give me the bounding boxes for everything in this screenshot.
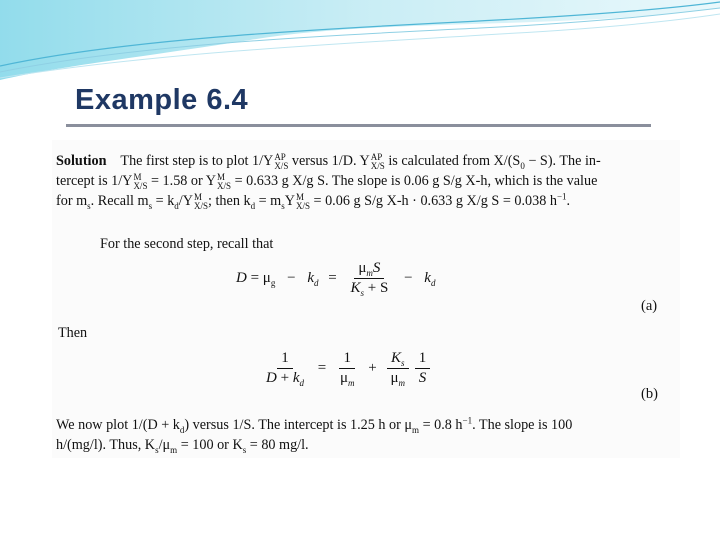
solution-label: Solution — [56, 153, 107, 169]
title-underline — [66, 124, 651, 127]
conclusion-line-1: We now plot $1/(D + k_d)$ versus 1/S. The intercept is 1.25 h or $\mu_m = 0.8$ $h^{-1}$. The slope is 100 — [56, 415, 573, 435]
solution-line-1: Solution The first step is to plot 1/YAP X/S versus 1/D. YAP X/S is calculated from $X/(S_0 - S)$. The in- — [56, 151, 601, 171]
equation-a: $D = \mu_g - k_d$ = $\frac{\mu_mS}{K_s + S}$ − $k_d$ — [236, 260, 436, 298]
solution-line-3: for $m_s$. Recall $m_s = k_d/YM$ X/S; then $k_d = m_sYM$ X/S = 0.06 g S/g X-h · 0.633 g X/g S = 0.038 $h^{-1}$. — [56, 191, 571, 211]
slide-title: Example 6.4 — [75, 84, 249, 116]
then-text: Then — [58, 325, 88, 341]
equation-b: $\frac{1}{D + k_d}$ = $\frac{1}{\mu_m}$ + $\frac{K_s}{\mu_m}$ $\frac{1}{S}$ — [262, 350, 430, 387]
solution-line-2: tercept is 1/YM X/S = 1.58 or YM X/S = 0.633 g X/g S. The slope is 0.06 g S/g X-h, which is the value — [56, 171, 598, 191]
equation-b-label: (b) — [641, 386, 658, 402]
second-step-text: For the second step, recall that — [100, 236, 274, 252]
header-swoosh-decoration — [0, 0, 720, 90]
conclusion-line-2: h/(mg/l). Thus, $K_s/\mu_m = 100$ or $K_s = 80$ mg/l. — [56, 437, 309, 455]
equation-a-label: (a) — [641, 298, 658, 314]
